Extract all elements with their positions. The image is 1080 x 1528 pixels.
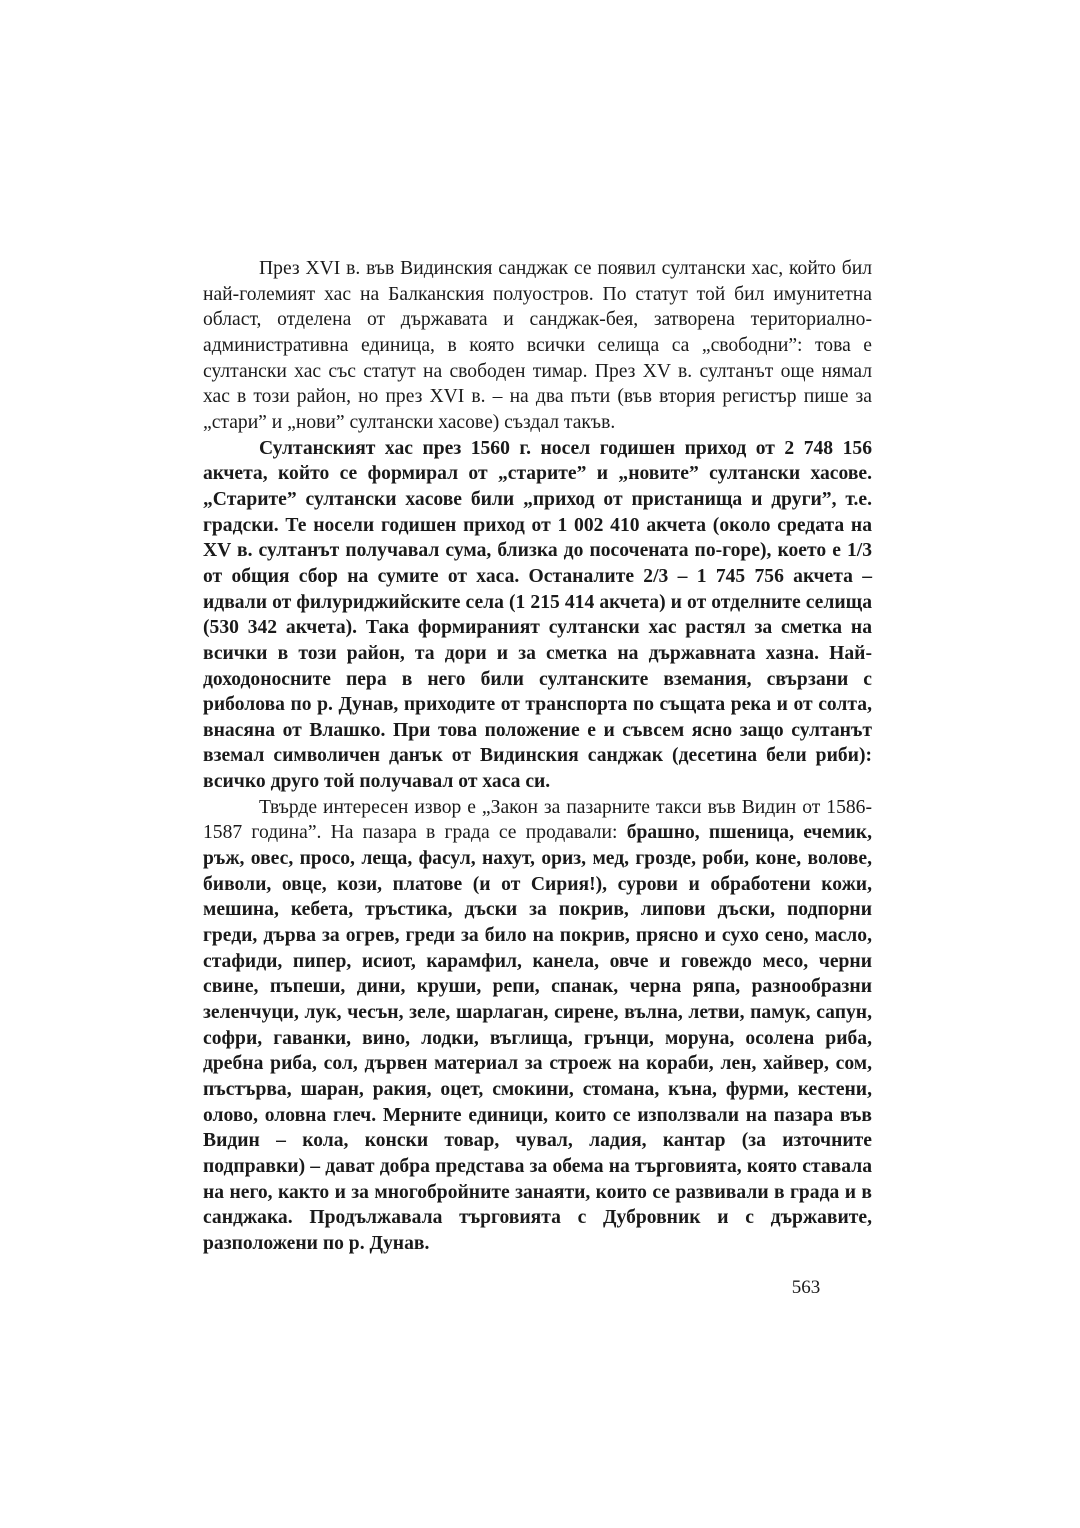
paragraph-2: Султанският хас през 1560 г. носел годишен приход от 2 748 156 акчета, който се формирал от „старите” и „новите” султански хасове. „Старите” султански хасове били „приход от пристанища и други”, т.е. градски. Те носели годишен приход от 1 002 410 акчета (около средата на XV в. султанът получавал сума, близка до посочената по-горе), което е 1/3 от общия сбор на сумите от хаса. Останалите 2/3 – 1 745 756 акчета – идвали от филуриджийските села (1 215 414 акчета) и от отделните селища (530 342 акчета). Така формираният султански хас растял за сметка на всички в този район, та дори и за сметка на държавната хазна. Най-доходоносните пера в него били султанските вземания, свързани с риболова по р. Дунав, приходите от транспорта по същата река и от солта, внасяна от Влашко. При това положение е и съвсем ясно защо султанът вземал символичен данък от Видинския санджак (десетина бели риби): всичко друго той получавал от хаса си. — [203, 437, 872, 793]
paragraph-3-bold: брашно, пшеница, ечемик, ръж, овес, просо, леща, фасул, нахут, ориз, мед, грозде, роби, коне, волове, биволи, овце, кози, платове (и от Сирия!), сурови и обработени кожи, мешина, кебета, тръстика, дъски за покрив, липови дъски, подпорни греди, дърва за огрев, греди за било на покрив, прясно и сухо сено, масло, стафиди, пипер, исиот, карамфил, канела, овче и говеждо месо, черни свине, пъпеши, дини, круши, репи, спанак, черна ряпа, разнообразни зеленчуци, лук, чесън, зеле, шарлаган, сирене, вълна, летви, памук, сапун, софри, гаванки, вино, лодки, въглища, грънци, моруна, осолена риба, дребна риба, сол, дървен материал за строеж на кораби, лен, хайвер, сом, пъстърва, шаран, ракия, оцет, смокини, стомана, къна, фурми, кестени, олово, оловна глеч. Мерните единици, които се използвали на пазара във Видин – кола, конски товар, чувал, ладия, кантар (за източните подправки) – дават добра представа за обема на търговията, която ставала на него, както и за многобройните занаяти, които се развивали в града и в санджака. Продължавала търговията с Дубровник и с държавите, разположени по р. Дунав. — [203, 822, 872, 1254]
page-number: 563 — [791, 1277, 821, 1298]
paragraph-1: През XVI в. във Видинския санджак се появил султански хас, който бил най-големият хас на Балканския полуостров. По статут той бил имунитетна област, отделена от държавата и санджак-бея, затворена териториално-административна единица, в която всички селища са „свободни”: това е султански хас със статут на свободен тимар. През XV в. султанът още нямал хас в този район, но през XVI в. – на два пъти (във втория регистър пише за „стари” и „нови” султански хасове) създал такъв. — [203, 258, 872, 433]
paragraph-3 — [203, 795, 872, 1257]
body-text — [203, 256, 872, 1257]
paragraph-3-normal: Твърде интересен извор е „Закон за пазарните такси във Видин от 1586-1587 година”. На пазара в града се продавали: — [203, 796, 872, 844]
